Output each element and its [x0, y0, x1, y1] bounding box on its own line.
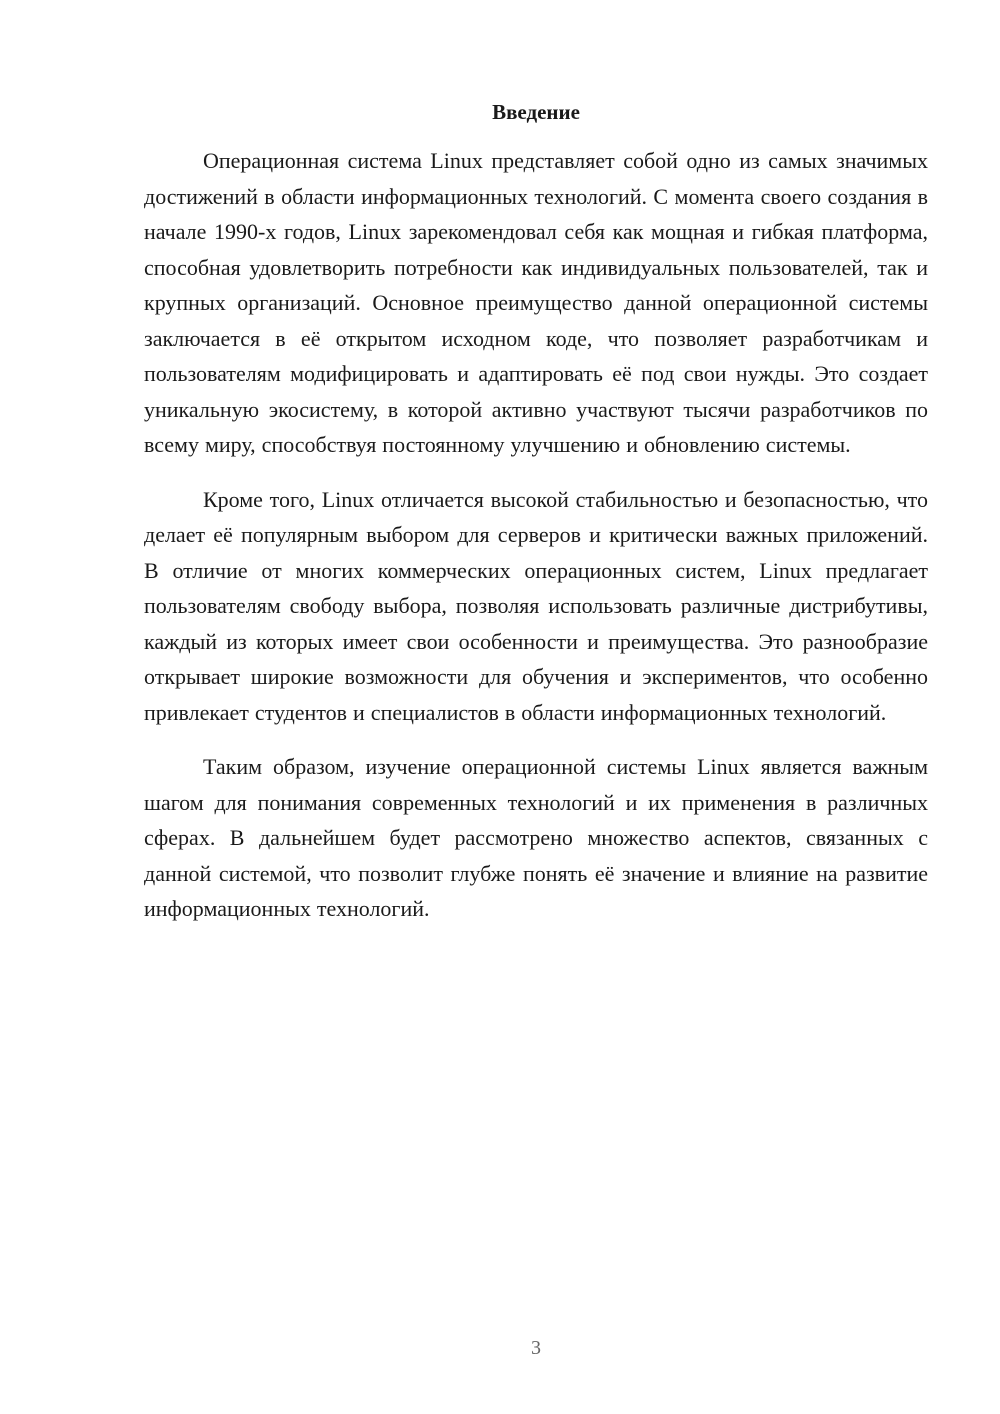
section-heading: Введение	[492, 100, 580, 124]
page-number: 3	[531, 1337, 541, 1359]
paragraph-1: Операционная система Linux представляет собой одно из самых значимых достижений в области информационных технологий. С момента своего создания в начале 1990-х годов, Linux зарекомендовал себя как мощная и гибкая платформа, способная удовлетворить потребности как индивидуальных пользователей, так и крупных организаций. Основное преимущество данной операционной системы заключается в её открытом исходном коде, что позволяет разработчикам и пользователям модифицировать и адаптировать её под свои нужды. Это создает уникальную экосистему, в которой активно участвуют тысячи разработчиков по всему миру, способствуя постоянному улучшению и обновлению системы.	[144, 148, 928, 457]
paragraph-2: Кроме того, Linux отличается высокой стабильностью и безопасностью, что делает её популярным выбором для серверов и критически важных приложений. В отличие от многих коммерческих операционных систем, Linux предлагает пользователям свободу выбора, позволяя использовать различные дистрибутивы, каждый из которых имеет свои особенности и преимущества. Это разнообразие открывает широкие возможности для обучения и экспериментов, что особенно привлекает студентов и специалистов в области информационных технологий.	[144, 486, 928, 725]
paragraph-3: Таким образом, изучение операционной системы Linux является важным шагом для понимания современных технологий и их применения в различных сферах. В дальнейшем будет рассмотрено множество аспектов, связанных с данной системой, что позволит глубже понять её значение и влияние на развитие информационных технологий.	[144, 754, 928, 921]
body-text	[144, 143, 928, 946]
